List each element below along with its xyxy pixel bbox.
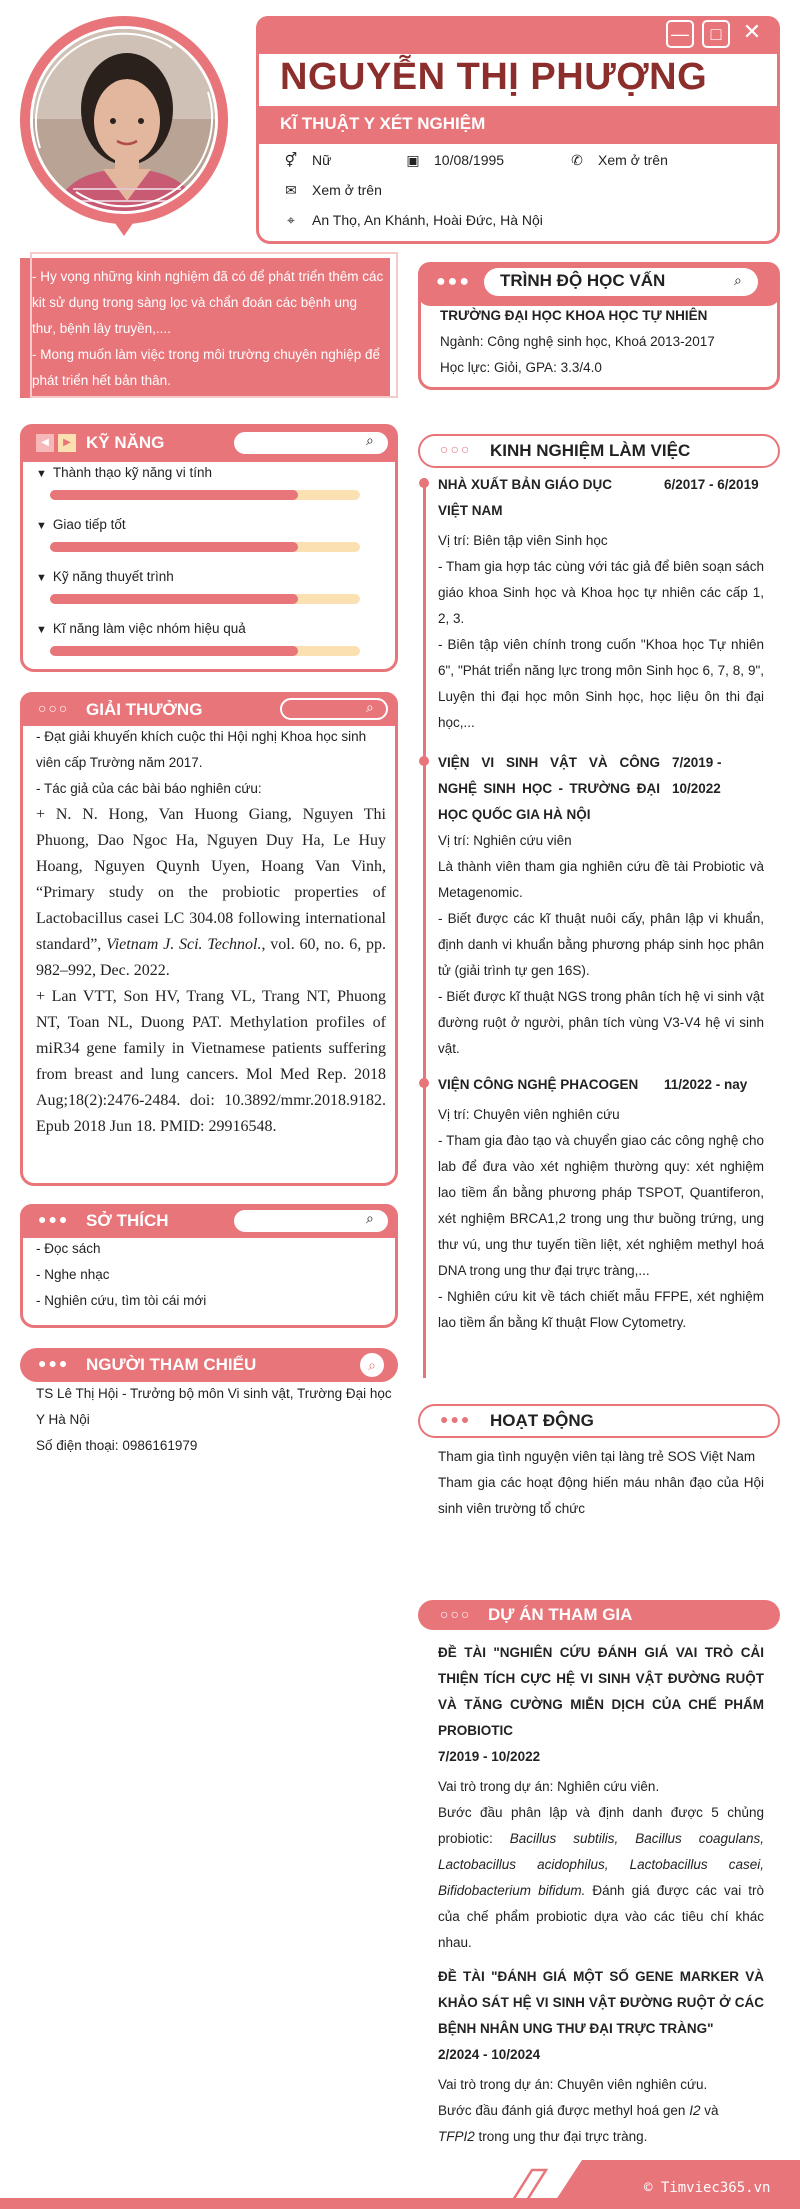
dots-icon: ●●●	[38, 1211, 70, 1227]
award-line: - Tác giả của các bài báo nghiên cứu:	[36, 781, 262, 796]
activities-body	[438, 1444, 764, 1522]
project-detail	[438, 1800, 764, 1956]
hobby-item: - Đọc sách	[36, 1241, 101, 1256]
candidate-name: NGUYỄN THỊ PHƯỢNG	[280, 56, 708, 98]
search-icon[interactable]: ⌕	[360, 1353, 384, 1377]
skill-bar-track	[50, 594, 360, 604]
avatar-arc	[22, 18, 226, 222]
timeline-dot	[419, 756, 429, 766]
skill-bar-fill	[50, 490, 298, 500]
gender-value: Nữ	[312, 152, 332, 168]
activities-title: HOẠT ĐỘNG	[490, 1411, 594, 1430]
objective-text	[32, 264, 384, 394]
skill-name: Kỹ năng thuyết trình	[52, 569, 174, 584]
job-period: 11/2022 - nay	[664, 1077, 748, 1092]
project-period: 7/2019 - 10/2022	[438, 1749, 541, 1764]
phone-icon: ✆	[571, 152, 583, 168]
address-row	[282, 212, 543, 229]
project-detail-text: Bước đầu đánh giá được methyl hoá gen	[438, 2103, 690, 2118]
project-detail-text: trong ung thư đại trực tràng.	[474, 2129, 648, 2144]
project-role: Vai trò trong dự án: Chuyên viên nghiên cứu.	[438, 2077, 708, 2092]
gender-icon: ⚥	[284, 152, 298, 168]
caret-down-icon[interactable]: ▼	[36, 572, 47, 584]
skills-search[interactable]	[234, 432, 388, 454]
paper-reference: + Lan VTT, Son HV, Trang VL, Trang NT, Phuong NT, Toan NL, Duong PAT. Methylation profiles of miR34 gene family in Vietnamese patients suffering from breast and lung cancers. Mol Med Rep. 2018 Aug;18(2):2476-2484. doi: 10.3892/mmr.2018.9182. Epub 2018 Jun 18. PMID: 29916548.	[36, 988, 386, 1135]
prev-icon[interactable]: ◀	[36, 434, 54, 452]
caret-down-icon[interactable]: ▼	[36, 520, 47, 532]
hobbies-list	[36, 1236, 206, 1314]
education-title: TRÌNH ĐỘ HỌC VẤN	[500, 271, 666, 290]
job-role: Vị trí: Nghiên cứu viên	[438, 833, 572, 848]
job-detail: Là thành viên tham gia nghiên cứu đề tài Probiotic và Metagenomic.	[438, 859, 764, 900]
reference-line: TS Lê Thị Hội - Trưởng bộ môn Vi sinh vật, Trường Đại học Y Hà Nội	[36, 1386, 392, 1427]
gene-name: I2	[689, 2103, 701, 2118]
birthdate-value: 10/08/1995	[434, 152, 505, 168]
skill-label	[36, 566, 376, 589]
skills-list	[36, 462, 376, 670]
job-period: 7/2019 - 10/2022	[672, 755, 722, 796]
skill-name: Thành thạo kỹ năng vi tính	[52, 465, 212, 480]
project-title: ĐỀ TÀI "NGHIÊN CỨU ĐÁNH GIÁ VAI TRÒ CẢI THIỆN TÍCH CỰC HỆ VI SINH VẬT ĐƯỜNG RUỘT VÀ TĂNG CƯỜNG MIỄN DỊCH CỦA CHẾ PHẨM PROBIOTIC	[438, 1645, 764, 1738]
job-detail: - Biết được kĩ thuật NGS trong phân tích hệ vi sinh vật đường ruột ở người, phân tích vùng V3-V4 hệ vi sinh vật.	[438, 989, 764, 1056]
reference-title: NGƯỜI THAM CHIẾU	[86, 1355, 257, 1374]
mail-icon: ✉	[285, 182, 297, 198]
search-icon[interactable]: ⌕	[734, 272, 742, 288]
skill-bar-fill	[50, 594, 298, 604]
phone-row	[568, 152, 668, 169]
activity-line: Tham gia các hoạt động hiến máu nhân đạo của Hội sinh viên trường tổ chức	[438, 1475, 764, 1516]
awards-title: GIẢI THƯỞNG	[86, 700, 203, 719]
gender-row	[282, 152, 331, 169]
experience-job	[438, 472, 764, 736]
project-role: Vai trò trong dự án: Nghiên cứu viên.	[438, 1779, 660, 1794]
dots-icon: ○○○	[440, 441, 472, 457]
timeline-dot	[419, 1078, 429, 1088]
timeline-line	[423, 478, 426, 1378]
experience-job	[438, 750, 764, 1062]
timeline-dot	[419, 478, 429, 488]
phone-value: Xem ở trên	[598, 152, 668, 168]
close-icon[interactable]: ✕	[742, 19, 762, 44]
skill-bar-fill	[50, 646, 298, 656]
maximize-icon[interactable]: □	[702, 20, 730, 48]
job-role: Vị trí: Biên tập viên Sinh học	[438, 533, 608, 548]
skill-item	[36, 462, 376, 514]
education-result: Học lực: Giỏi, GPA: 3.3/4.0	[440, 360, 602, 375]
projects-title: DỰ ÁN THAM GIA	[488, 1605, 633, 1624]
awards-body	[36, 724, 386, 1140]
dots-icon: ●●●	[436, 273, 471, 290]
award-line: - Đạt giải khuyến khích cuộc thi Hội nghị Khoa học sinh viên cấp Trường năm 2017.	[36, 729, 367, 770]
skills-title: KỸ NĂNG	[86, 433, 165, 452]
objective-line: - Hy vọng những kinh nghiệm đã có để phát triển thêm các kit sử dụng trong sàng lọc và chẩn đoán các bệnh ung thư, bệnh lây truyền,....	[32, 269, 384, 336]
skill-bar-fill	[50, 542, 298, 552]
location-pin-icon: ⌖	[287, 212, 295, 228]
job-role: Vị trí: Chuyên viên nghiên cứu	[438, 1107, 620, 1122]
job-detail: - Biên tập viên chính trong cuốn "Khoa học Tự nhiên 6", "Phát triển năng lực trong môn Sinh học 6, 7, 8, 9", Luyện thi đại học môn Sinh học, học liệu ôn thi đại học,...	[438, 637, 764, 730]
project-detail-text: Đánh giá được các vai trò của chế phẩm probiotic dựa vào các tiêu chí khác nhau.	[438, 1883, 764, 1950]
project-detail-text: Bước đầu phân lập và định danh được 5 chủng probiotic:	[438, 1805, 764, 1846]
skill-bar-track	[50, 646, 360, 656]
hobby-item: - Nghiên cứu, tìm tòi cái mới	[36, 1293, 207, 1308]
project-period: 2/2024 - 10/2024	[438, 2047, 541, 2062]
job-period: 6/2017 - 6/2019	[664, 477, 759, 492]
id-card-icon: ▣	[406, 152, 420, 168]
species-list: Bacillus subtilis, Bacillus coagulans, Lactobacillus acidophilus, Lactobacillus casei, Bifidobacterium bifidum.	[438, 1831, 764, 1898]
company-name: NHÀ XUẤT BẢN GIÁO DỤC VIỆT NAM	[438, 477, 612, 518]
projects-body	[438, 1640, 764, 2150]
hobby-item: - Nghe nhạc	[36, 1267, 110, 1282]
project-title: ĐỀ TÀI "ĐÁNH GIÁ MỘT SỐ GENE MARKER VÀ KHẢO SÁT HỆ VI SINH VẬT ĐƯỜNG RUỘT Ở CÁC BỆNH NHÂN UNG THƯ ĐẠI TRỰC TRÀNG"	[438, 1969, 764, 2036]
skill-item	[36, 514, 376, 566]
search-icon[interactable]: ⌕	[366, 432, 374, 448]
hobbies-search[interactable]	[234, 1210, 388, 1232]
experience-job	[438, 1072, 764, 1336]
skill-label	[36, 618, 376, 641]
minimize-icon[interactable]: —	[666, 20, 694, 48]
dots-icon: ●●●	[38, 1355, 70, 1371]
caret-down-icon[interactable]: ▼	[36, 624, 47, 636]
paper-reference	[36, 802, 386, 984]
skill-label	[36, 462, 376, 485]
paper-ref-text: , vol. 60, no. 6, pp. 982–992, Dec. 2022.	[36, 936, 387, 979]
email-value: Xem ở trên	[312, 182, 382, 198]
email-row	[282, 182, 382, 199]
objective-line: - Mong muốn làm việc trong môi trường chuyên nghiệp để phát triển hết bản thân.	[32, 347, 381, 388]
project-detail	[438, 2098, 764, 2150]
school-name: TRƯỜNG ĐẠI HỌC KHOA HỌC TỰ NHIÊN	[440, 308, 708, 323]
next-icon[interactable]: ▶	[58, 434, 76, 452]
address-value: An Thọ, An Khánh, Hoài Đức, Hà Nội	[312, 212, 543, 228]
paper-ref-text: + N. N. Hong, Van Huong Giang, Nguyen Thi Phuong, Dao Ngoc Ha, Nguyen Duy Ha, Le Huy Hoang, Nguyen Quynh Uyen, Hoang Van Vinh, “Primary study on the probiotic properties of Lactobacillus casei LC 304.08 following international standard”,	[36, 806, 386, 953]
skill-item	[36, 618, 376, 670]
skill-item	[36, 566, 376, 618]
skill-bar-track	[50, 542, 360, 552]
skill-name: Kĩ năng làm việc nhóm hiệu quả	[52, 621, 246, 636]
dots-icon: ○○○	[440, 1606, 472, 1622]
job-detail: - Nghiên cứu kit về tách chiết mẫu FFPE, xét nghiệm lao tiềm ẩn bằng kĩ thuật Flow Cytometry.	[438, 1289, 764, 1330]
experience-title: KINH NGHIỆM LÀM VIỆC	[490, 441, 691, 460]
activity-line: Tham gia tình nguyện viên tại làng trẻ SOS Việt Nam	[438, 1449, 756, 1464]
paper-ref-journal: Vietnam J. Sci. Technol.	[106, 936, 262, 953]
skill-bar-track	[50, 490, 360, 500]
activities-header	[418, 1404, 780, 1438]
reference-body	[36, 1381, 392, 1459]
job-detail: - Tham gia hợp tác cùng với tác giả để biên soạn sách giáo khoa Sinh học và Khoa học tự nhiên các cấp 1, 2, 3.	[438, 559, 764, 626]
company-name: VIỆN CÔNG NGHỆ PHACOGEN	[438, 1077, 639, 1092]
reference-line: Số điện thoại: 0986161979	[36, 1438, 198, 1453]
hobbies-title: SỞ THÍCH	[86, 1211, 169, 1230]
dots-icon: ○○○	[38, 700, 70, 716]
search-icon[interactable]: ⌕	[366, 699, 374, 715]
caret-down-icon[interactable]: ▼	[36, 468, 47, 480]
skill-label	[36, 514, 376, 537]
footer-brand[interactable]: © Timviec365.vn	[644, 2180, 771, 2196]
project-detail-text: và	[700, 2103, 719, 2118]
job-title: KĨ THUẬT Y XÉT NGHIỆM	[280, 114, 486, 133]
search-icon[interactable]: ⌕	[366, 1210, 374, 1226]
company-name: VIỆN VI SINH VẬT VÀ CÔNG NGHỆ SINH HỌC - TRƯỜNG ĐẠI HỌC QUỐC GIA HÀ NỘI	[438, 755, 660, 822]
gene-name: TFPI2	[438, 2129, 475, 2144]
dots-icon: ●●●	[440, 1411, 472, 1427]
birthdate-row	[404, 152, 504, 169]
education-major: Ngành: Công nghệ sinh học, Khoá 2013-2017	[440, 334, 715, 349]
job-detail: - Tham gia đào tạo và chuyển giao các công nghệ cho lab để đưa vào xét nghiệm thường quy: xét nghiệm lao tiềm ẩn bằng phương pháp TSPOT, Quantiferon, xét nghiệm BRCA1,2 trong ung thư buồng trứng, ung thư vú, ung thư tuyến tiền liệt, xét nghiệm methyl hoá DNA trong ung thư đại trực tràng,...	[438, 1133, 764, 1278]
skill-name: Giao tiếp tốt	[52, 517, 126, 532]
job-detail: - Biết được các kĩ thuật nuôi cấy, phân lập vi khuẩn, định danh vi khuẩn bằng phương pháp sinh học phân tử (giải trình tự gen 16S).	[438, 911, 764, 978]
